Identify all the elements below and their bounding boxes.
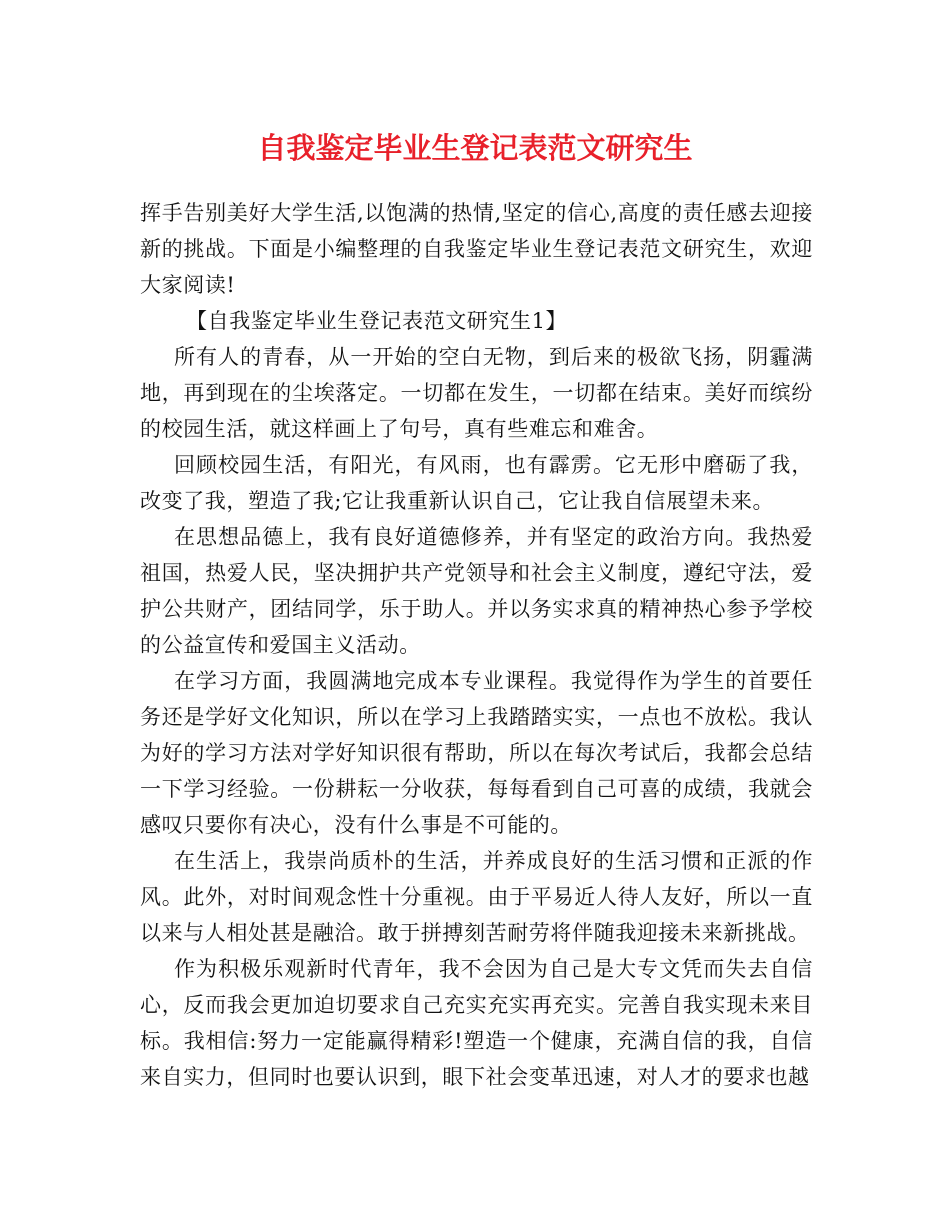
intro-paragraph: 挥手告别美好大学生活,以饱满的热情,坚定的信心,高度的责任感去迎接新的挑战。下面是小编整理的自我鉴定毕业生登记表范文研究生，欢迎大家阅读! xyxy=(140,201,813,297)
document-body xyxy=(140,195,813,1095)
body-paragraph: 在学习方面，我圆满地完成本专业课程。我觉得作为学生的首要任务还是学好文化知识，所以在学习上我踏踏实实，一点也不放松。我认为好的学习方法对学好知识很有帮助，所以在每次考试后，我都会总结一下学习经验。一份耕耘一分收获，每每看到自己可喜的成绩，我就会感叹只要你有决心，没有什么事是不可能的。 xyxy=(140,669,813,837)
section-heading: 【自我鉴定毕业生登记表范文研究生1】 xyxy=(186,309,568,333)
body-paragraph: 在生活上，我崇尚质朴的生活，并养成良好的生活习惯和正派的作风。此外，对时间观念性十分重视。由于平易近人待人友好，所以一直以来与人相处甚是融洽。敢于拼搏刻苦耐劳将伴随我迎接未来新挑战。 xyxy=(140,849,813,945)
document-title: 自我鉴定毕业生登记表范文研究生 xyxy=(257,131,693,165)
body-paragraph: 作为积极乐观新时代青年，我不会因为自己是大专文凭而失去自信心，反而我会更加迫切要求自己充实充实再充实。完善自我实现未来目标。我相信:努力一定能赢得精彩!塑造一个健康，充满自信的我，自信来自实力，但同时也要认识到，眼下社会变革迅速，对人才的要求也越 xyxy=(140,957,813,1089)
body-paragraph: 所有人的青春，从一开始的空白无物，到后来的极欲飞扬，阴霾满地，再到现在的尘埃落定。一切都在发生，一切都在结束。美好而缤纷的校园生活，就这样画上了句号，真有些难忘和难舍。 xyxy=(140,345,813,441)
body-paragraph: 在思想品德上，我有良好道德修养，并有坚定的政治方向。我热爱祖国，热爱人民，坚决拥护共产党领导和社会主义制度，遵纪守法，爱护公共财产，团结同学，乐于助人。并以务实求真的精神热心参予学校的公益宣传和爱国主义活动。 xyxy=(140,525,813,657)
body-paragraph: 回顾校园生活，有阳光，有风雨，也有霹雳。它无形中磨砺了我，改变了我，塑造了我;它让我重新认识自己，它让我自信展望未来。 xyxy=(140,453,813,513)
